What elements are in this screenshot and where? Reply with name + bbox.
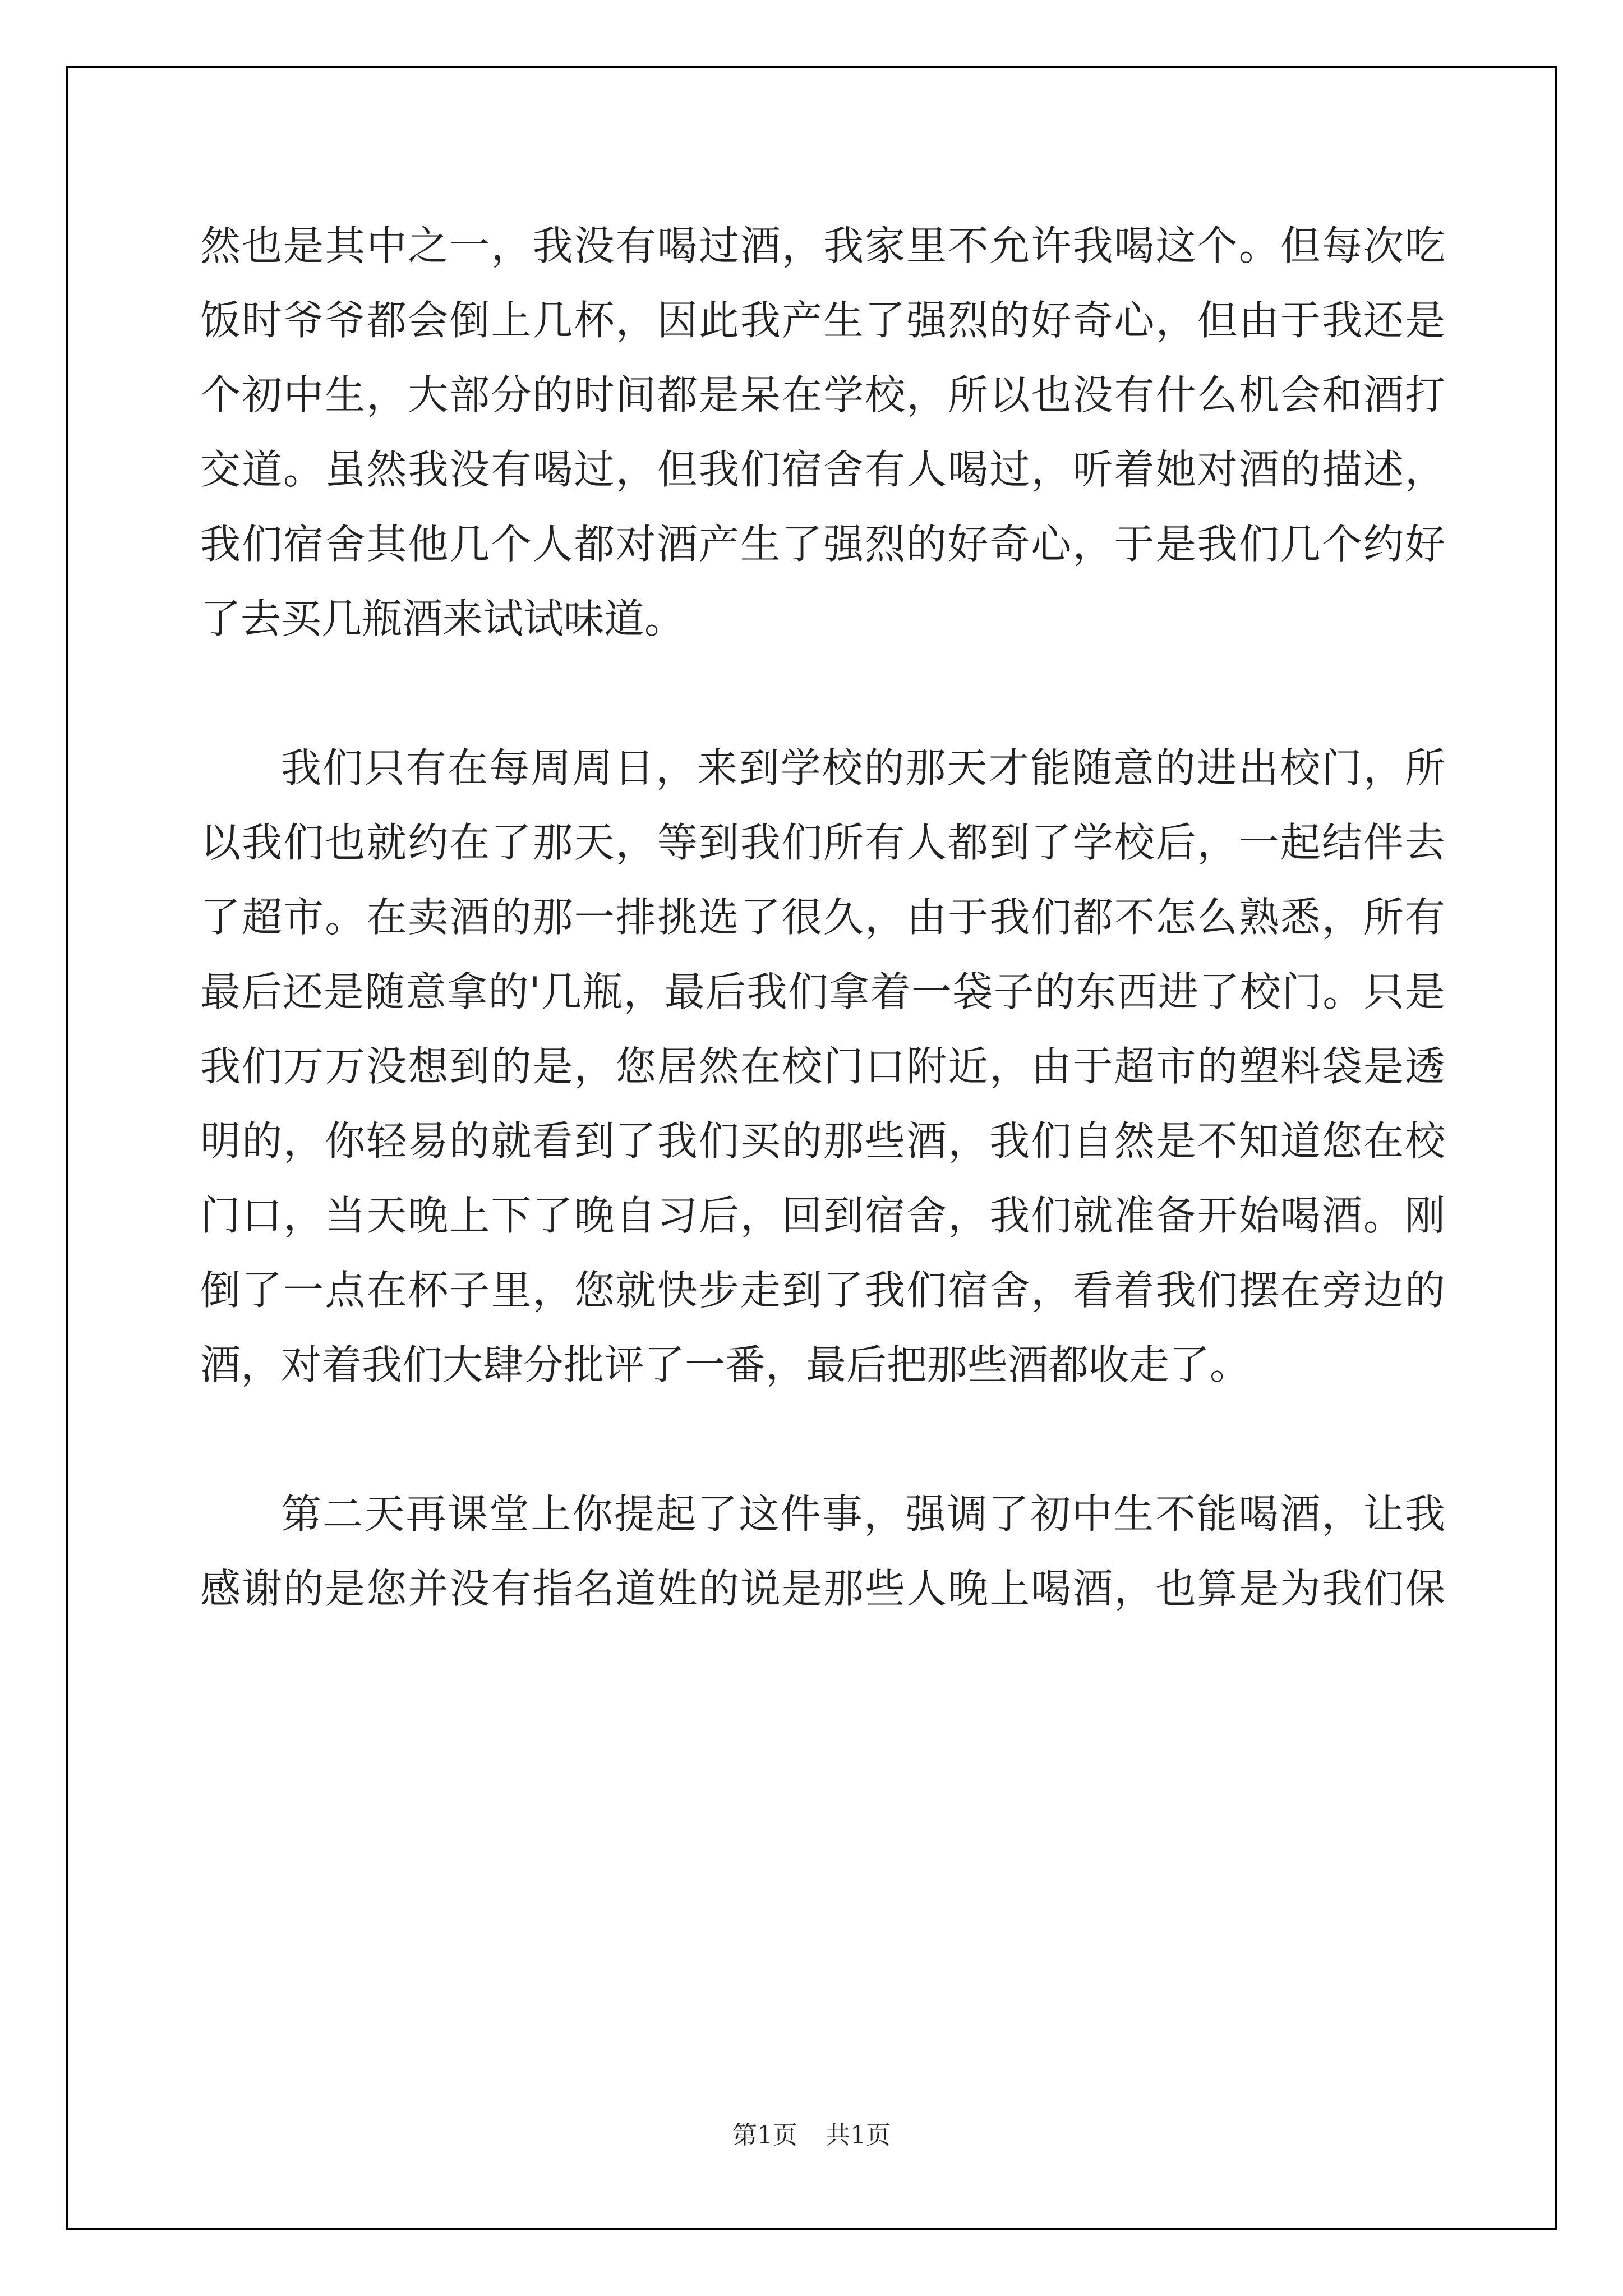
text-line: 个初中生，大部分的时间都是呆在学校，所以也没有什么机会和酒打 (200, 371, 1445, 418)
text-line: 我们万万没想到的是，您居然在校门口附近，由于超市的塑料袋是透 (200, 1043, 1445, 1090)
document-body (200, 209, 1445, 1626)
text-line: 饭时爷爷都会倒上几杯，因此我产生了强烈的好奇心，但由于我还是 (200, 297, 1445, 344)
text-line: 最后还是随意拿的'几瓶，最后我们拿着一袋子的东西进了校门。只是 (200, 968, 1445, 1015)
text-line: 明的，你轻易的就看到了我们买的那些酒，我们自然是不知道您在校 (200, 1117, 1445, 1165)
text-line: 了去买几瓶酒来试试味道。 (200, 595, 685, 642)
text-line: 了超市。在卖酒的那一排挑选了很久，由于我们都不怎么熟悉，所有 (200, 894, 1445, 941)
text-line: 我们只有在每周周日，来到学校的那天才能随意的进出校门，所 (281, 744, 1445, 792)
paragraph (200, 1477, 1445, 1626)
text-line: 倒了一点在杯子里，您就快步走到了我们宿舍，看着我们摆在旁边的 (200, 1267, 1445, 1314)
text-line: 然也是其中之一，我没有喝过酒，我家里不允许我喝这个。但每次吃 (200, 222, 1445, 269)
text-line: 交道。虽然我没有喝过，但我们宿舍有人喝过，听着她对酒的描述， (200, 446, 1445, 493)
page-number: 第1页 (732, 2121, 797, 2150)
text-line: 以我们也就约在了那天，等到我们所有人都到了学校后，一起结伴去 (200, 819, 1445, 866)
text-line: 酒，对着我们大肆分批评了一番，最后把那些酒都收走了。 (200, 1341, 1251, 1388)
text-line: 我们宿舍其他几个人都对酒产生了强烈的好奇心，于是我们几个约好 (200, 521, 1445, 568)
paragraph (200, 731, 1445, 1402)
text-line: 第二天再课堂上你提起了这件事，强调了初中生不能喝酒，让我 (281, 1490, 1445, 1538)
page-footer (0, 2115, 1623, 2151)
page-total: 共1页 (826, 2121, 891, 2150)
text-line: 门口，当天晚上下了晚自习后，回到宿舍，我们就准备开始喝酒。刚 (200, 1192, 1445, 1239)
text-line: 感谢的是您并没有指名道姓的说是那些人晚上喝酒，也算是为我们保 (200, 1565, 1445, 1612)
paragraph (200, 209, 1445, 656)
